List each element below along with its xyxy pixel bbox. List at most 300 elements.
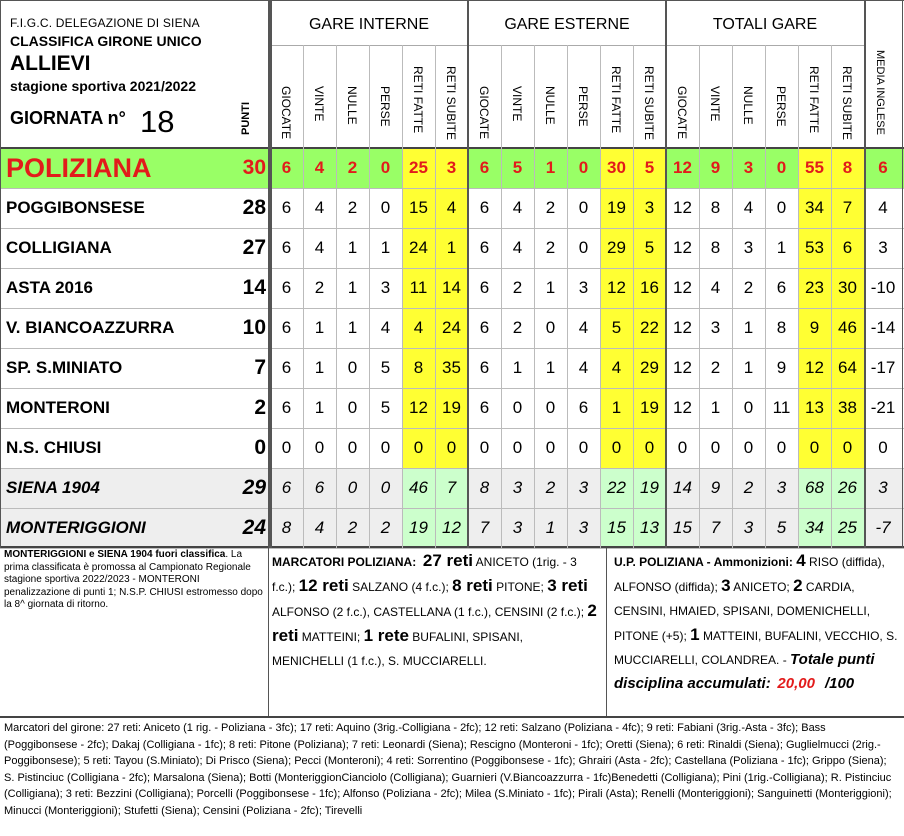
stat-tot-1: 3 xyxy=(710,318,721,337)
media-inglese: -21 xyxy=(870,398,896,417)
col-header-int-1: VINTE xyxy=(312,86,326,122)
stat-int-3: 1 xyxy=(380,238,391,257)
stat-int-1: 1 xyxy=(314,358,325,377)
stat-tot-5: 6 xyxy=(842,238,853,257)
notes-bold: MONTERIGGIONI e SIENA 1904 fuori classifica xyxy=(4,549,226,560)
stat-int-1: 4 xyxy=(314,198,325,217)
stat-int-0: 8 xyxy=(281,518,292,537)
marcatori-count: 8 reti xyxy=(452,576,493,595)
stat-tot-2: 1 xyxy=(743,358,754,377)
stat-int-0: 0 xyxy=(281,438,292,457)
stat-tot-0: 12 xyxy=(673,198,692,217)
stat-tot-2: 0 xyxy=(743,438,754,457)
col-media: MEDIA INGLESE xyxy=(874,50,886,135)
grid-line xyxy=(732,45,733,548)
team-name: V. BIANCOAZZURRA xyxy=(6,318,175,337)
col-header-tot-2: NULLE xyxy=(741,86,755,125)
category-title: ALLIEVI xyxy=(10,52,91,75)
stat-int-4: 15 xyxy=(409,198,428,217)
stat-est-3: 4 xyxy=(578,358,589,377)
stat-int-3: 5 xyxy=(380,398,391,417)
team-points: 24 xyxy=(242,516,266,539)
organization: F.I.G.C. DELEGAZIONE DI SIENA xyxy=(10,16,200,30)
stat-int-5: 1 xyxy=(446,238,457,257)
media-inglese: -14 xyxy=(870,318,896,337)
ammonizioni-count: 1 xyxy=(690,625,700,644)
col-punti: PUNTI xyxy=(240,102,252,135)
table-row xyxy=(0,228,904,268)
stat-int-5: 0 xyxy=(446,438,457,457)
col-header-int-3: PERSE xyxy=(378,86,392,127)
stat-est-0: 7 xyxy=(479,518,490,537)
girone-title: CLASSIFICA GIRONE UNICO xyxy=(10,33,202,49)
marcatori-names: ANICETO (1rig. - 3 f.c.); xyxy=(272,555,577,594)
stat-tot-0: 12 xyxy=(673,278,692,297)
stat-est-4: 4 xyxy=(611,358,622,377)
ammonizioni-count: 4 xyxy=(796,551,806,570)
stat-est-4: 30 xyxy=(607,158,626,177)
stat-tot-5: 38 xyxy=(838,398,857,417)
table-row xyxy=(0,508,904,548)
stat-tot-5: 25 xyxy=(838,518,857,537)
notes-block xyxy=(4,549,266,612)
stat-est-1: 4 xyxy=(512,198,523,217)
stat-est-3: 0 xyxy=(578,198,589,217)
col-header-int-2: NULLE xyxy=(345,86,359,125)
grid-line xyxy=(270,0,272,548)
grid-line xyxy=(369,45,370,548)
media-inglese: 0 xyxy=(878,438,888,457)
group-totali: TOTALI GARE xyxy=(712,16,818,33)
stat-tot-2: 1 xyxy=(743,318,754,337)
marcatori-count: 1 rete xyxy=(363,626,409,645)
team-points: 30 xyxy=(242,156,266,179)
stat-int-3: 3 xyxy=(380,278,391,297)
stat-tot-3: 6 xyxy=(776,278,787,297)
stat-est-5: 3 xyxy=(644,198,655,217)
stat-int-4: 25 xyxy=(409,158,428,177)
stat-tot-0: 12 xyxy=(673,318,692,337)
stat-int-2: 0 xyxy=(347,478,358,497)
stat-est-4: 1 xyxy=(611,398,622,417)
media-inglese: 3 xyxy=(878,478,888,497)
marcatori-poliziana xyxy=(272,549,598,673)
stat-tot-2: 3 xyxy=(743,238,754,257)
stat-tot-0: 14 xyxy=(673,478,692,497)
stat-est-3: 0 xyxy=(578,438,589,457)
grid-line xyxy=(0,228,904,229)
media-inglese: 4 xyxy=(878,198,888,217)
col-header-tot-0: GIOCATE xyxy=(675,86,689,140)
girone-marcatori: Marcatori del girone: 27 reti: Aniceto (1 rig. - Poliziana - 3fc); 17 reti: Aquino (3rig.-Colligiana - 2fc); 12 reti: Salzano (Poliziana - 4fc); 9 reti: Fabiani (3rig.-Asta - 3fc); Bass (Poggibonsese - 2fc); Dakaj (Colligiana - 1fc); 8 reti: Pitone (Poliziana); 7 reti: Leonardi (Siena); Rescigno (Monteroni - 1fc); Oretti (Siena); 6 reti: Rinaldi (Siena); Guglielmucci (2rig.-Poggibonsese); 5 reti: Tayou (S.Miniato); Di Prisco (Siena); Pecci (Monteroni); 4 reti: Sorrentino (Poggibonsese - 1fc); Ghrairi (Asta - 2fc); Castellana (Poliziana - 1fc); Grippo (Siena); S. Pistinciuc (Colligiana - 2fc); Marsalona (Siena); Botti (MonteriggionCianciolo (Colligiana); Guarnieri (V.Biancoazzurra - 1fc)Benedetti (Colligiana); Pini (1rig.-Colligiana); R. Pistinciuc (Colligiana); 3 reti: Bezzini (Colligiana); Porcelli (Poggibonsese - 1fc); Alfonso (Poliziana - 2fc); Milea (S.Miniato - 1fc); Pirali (Asta); Renelli (Monteriggioni); Sanguinetti (Monteriggioni); Minucci (Monteriggioni); Stufetti (Siena); Censini (Poliziana - 2fc); Tirevelli xyxy=(4,722,892,817)
stat-tot-0: 12 xyxy=(673,158,692,177)
stat-int-5: 24 xyxy=(442,318,461,337)
stat-tot-4: 12 xyxy=(805,358,824,377)
stat-tot-4: 53 xyxy=(805,238,824,257)
team-name: COLLIGIANA xyxy=(6,238,112,257)
table-row xyxy=(0,348,904,388)
stat-est-2: 0 xyxy=(545,318,556,337)
stat-est-1: 4 xyxy=(512,238,523,257)
stat-int-5: 14 xyxy=(442,278,461,297)
team-name: N.S. CHIUSI xyxy=(6,438,102,457)
season: stagione sportiva 2021/2022 xyxy=(10,78,196,94)
ammonizioni-count: 2 xyxy=(793,576,803,595)
notes-text: . La prima classificata è promossa al Campionato Regionale stagione sportiva 2022/2023 - MONTERONI penalizzazione di punti 1; N.S.P. CHIUSI estromesso dopo la 8^ giornata di ritorno. xyxy=(4,549,263,610)
disciplina-total-label: Totale punti disciplina accumulati: xyxy=(614,651,875,692)
stat-est-5: 5 xyxy=(644,238,655,257)
grid-line xyxy=(501,45,502,548)
stat-int-4: 12 xyxy=(409,398,428,417)
marcatori-names: MATTEINI; xyxy=(298,630,364,644)
stat-tot-1: 8 xyxy=(710,238,721,257)
stat-tot-2: 4 xyxy=(743,198,754,217)
stat-est-2: 1 xyxy=(545,158,556,177)
grid-line xyxy=(0,188,904,189)
stat-tot-5: 8 xyxy=(842,158,853,177)
stat-int-5: 4 xyxy=(446,198,457,217)
stat-est-5: 19 xyxy=(640,478,659,497)
stat-tot-0: 12 xyxy=(673,398,692,417)
stat-tot-2: 3 xyxy=(743,158,754,177)
media-inglese: -7 xyxy=(875,518,891,537)
grid-line xyxy=(0,428,904,429)
stat-est-3: 0 xyxy=(578,238,589,257)
grid-line xyxy=(831,45,832,548)
stat-tot-1: 0 xyxy=(710,438,721,457)
grid-line xyxy=(665,0,667,548)
stat-tot-0: 0 xyxy=(677,438,688,457)
marcatori-names: PITONE; xyxy=(492,580,548,594)
group-esterne: GARE ESTERNE xyxy=(504,16,630,33)
grid-line xyxy=(600,45,601,548)
stat-tot-2: 2 xyxy=(743,278,754,297)
stat-int-3: 0 xyxy=(380,198,391,217)
team-name: SP. S.MINIATO xyxy=(6,358,123,377)
team-points: 29 xyxy=(242,476,266,499)
ammonizioni-names: RISO (diffida), ALFONSO (diffida); xyxy=(614,555,885,594)
stat-est-2: 0 xyxy=(545,438,556,457)
stat-int-0: 6 xyxy=(281,478,292,497)
team-name: ASTA 2016 xyxy=(6,278,93,297)
stat-int-5: 3 xyxy=(446,158,457,177)
stat-tot-4: 34 xyxy=(805,198,824,217)
stat-est-2: 0 xyxy=(545,398,556,417)
team-points: 7 xyxy=(254,356,266,379)
marcatori-names: BUFALINI, SPISANI, MENICHELLI (1 f.c.), S. MUCCIARELLI. xyxy=(272,630,523,668)
col-header-est-1: VINTE xyxy=(510,86,524,122)
stat-est-0: 6 xyxy=(479,278,490,297)
stat-est-1: 0 xyxy=(512,438,523,457)
stat-est-4: 5 xyxy=(611,318,622,337)
table-row xyxy=(0,308,904,348)
stat-int-2: 2 xyxy=(347,158,358,177)
stat-int-2: 0 xyxy=(347,398,358,417)
grid-line xyxy=(902,0,903,548)
stat-est-3: 3 xyxy=(578,478,589,497)
stat-est-5: 16 xyxy=(640,278,659,297)
col-header-int-0: GIOCATE xyxy=(279,86,293,140)
stat-int-4: 46 xyxy=(409,478,428,497)
stat-est-0: 0 xyxy=(479,438,490,457)
grid-line xyxy=(435,45,436,548)
stat-est-4: 29 xyxy=(607,238,626,257)
stat-tot-3: 0 xyxy=(776,158,787,177)
stat-est-5: 5 xyxy=(644,158,655,177)
stat-int-1: 0 xyxy=(314,438,325,457)
team-points: 14 xyxy=(242,276,266,299)
disciplina-total-max: /100 xyxy=(824,675,855,692)
grid-line xyxy=(0,268,904,269)
grid-line xyxy=(0,546,904,548)
giornata-label: GIORNATA n° xyxy=(10,108,126,128)
grid-line xyxy=(268,548,269,716)
media-inglese: -17 xyxy=(870,358,896,377)
grid-line xyxy=(567,45,568,548)
stat-tot-3: 9 xyxy=(776,358,787,377)
stat-int-4: 4 xyxy=(413,318,424,337)
marcatori-count: 3 reti xyxy=(547,576,588,595)
stat-est-0: 8 xyxy=(479,478,490,497)
stat-tot-3: 8 xyxy=(776,318,787,337)
stat-tot-4: 13 xyxy=(805,398,824,417)
stat-tot-4: 68 xyxy=(805,478,824,497)
ammonizioni-names: MATTEINI, BUFALINI, VECCHIO, S. MUCCIARELLI, COLANDREA. - xyxy=(614,629,898,667)
stat-est-0: 6 xyxy=(479,318,490,337)
grid-line xyxy=(0,468,904,469)
media-inglese: 6 xyxy=(878,158,888,177)
disciplina-title: U.P. POLIZIANA - Ammonizioni: xyxy=(614,555,793,569)
stat-est-5: 22 xyxy=(640,318,659,337)
stat-tot-3: 1 xyxy=(776,238,787,257)
grid-line xyxy=(402,45,403,548)
stat-est-1: 0 xyxy=(512,398,523,417)
stat-est-3: 3 xyxy=(578,518,589,537)
stat-tot-5: 0 xyxy=(842,438,853,457)
stat-est-2: 2 xyxy=(545,198,556,217)
marcatori-names: ALFONSO (2 f.c.), CASTELLANA (1 f.c.), CENSINI (2 f.c.); xyxy=(272,605,588,619)
grid-line xyxy=(0,0,1,548)
stat-est-4: 15 xyxy=(607,518,626,537)
stat-int-1: 1 xyxy=(314,318,325,337)
stat-tot-5: 30 xyxy=(838,278,857,297)
grid-line xyxy=(0,388,904,389)
ammonizioni-names: CARDIA, CENSINI, HMAIED, SPISANI, DOMENICHELLI, PITONE (+5); xyxy=(614,580,871,643)
stat-est-4: 12 xyxy=(607,278,626,297)
stat-est-0: 6 xyxy=(479,398,490,417)
stat-est-1: 2 xyxy=(512,318,523,337)
stat-int-3: 2 xyxy=(380,518,391,537)
stat-int-4: 11 xyxy=(409,278,428,297)
grid-line xyxy=(0,147,904,149)
media-inglese: -10 xyxy=(870,278,896,297)
stat-int-4: 0 xyxy=(413,438,424,457)
stat-est-2: 1 xyxy=(545,358,556,377)
stat-int-5: 19 xyxy=(442,398,461,417)
stat-int-4: 19 xyxy=(409,518,428,537)
stat-est-2: 1 xyxy=(545,278,556,297)
group-interne: GARE INTERNE xyxy=(308,16,429,33)
stat-int-1: 4 xyxy=(314,158,325,177)
ammonizioni-names: ANICETO; xyxy=(730,580,794,594)
disciplina-total-value: 20,00 xyxy=(777,675,815,692)
grid-line xyxy=(765,45,766,548)
stat-est-2: 1 xyxy=(545,518,556,537)
table-header xyxy=(0,0,904,148)
giornata-number: 18 xyxy=(140,104,175,139)
stat-int-1: 2 xyxy=(314,278,325,297)
stat-tot-0: 12 xyxy=(673,238,692,257)
stat-est-0: 6 xyxy=(479,198,490,217)
col-header-est-2: NULLE xyxy=(543,86,557,125)
col-header-est-5: RETI SUBITE xyxy=(642,66,656,141)
stat-est-5: 29 xyxy=(640,358,659,377)
media-inglese: 3 xyxy=(878,238,888,257)
marcatori-count: 27 reti xyxy=(422,551,473,570)
grid-line xyxy=(0,716,904,718)
stat-tot-2: 0 xyxy=(743,398,754,417)
table-row xyxy=(0,268,904,308)
stat-int-2: 0 xyxy=(347,438,358,457)
stat-int-4: 24 xyxy=(409,238,428,257)
marcatori-count: 12 reti xyxy=(298,576,349,595)
stat-int-1: 4 xyxy=(314,518,325,537)
stat-int-2: 0 xyxy=(347,358,358,377)
stat-tot-1: 7 xyxy=(710,518,721,537)
team-name: POGGIBONSESE xyxy=(6,198,145,217)
grid-line xyxy=(633,45,634,548)
stat-int-3: 0 xyxy=(380,158,391,177)
stat-tot-4: 23 xyxy=(805,278,824,297)
stat-tot-4: 55 xyxy=(805,158,824,177)
grid-line xyxy=(270,45,866,46)
stat-tot-1: 1 xyxy=(710,398,721,417)
stat-int-5: 12 xyxy=(442,518,461,537)
stat-est-3: 3 xyxy=(578,278,589,297)
stat-tot-2: 3 xyxy=(743,518,754,537)
stat-int-5: 35 xyxy=(442,358,461,377)
stat-int-0: 6 xyxy=(281,158,292,177)
stat-est-4: 22 xyxy=(607,478,626,497)
stat-int-1: 1 xyxy=(314,398,325,417)
stat-tot-4: 9 xyxy=(809,318,820,337)
grid-line xyxy=(798,45,799,548)
stat-tot-3: 0 xyxy=(776,438,787,457)
col-header-int-5: RETI SUBITE xyxy=(444,66,458,141)
team-name: SIENA 1904 xyxy=(6,478,100,497)
stat-tot-1: 2 xyxy=(710,358,721,377)
col-header-tot-1: VINTE xyxy=(708,86,722,122)
grid-line xyxy=(0,0,904,1)
stat-int-1: 4 xyxy=(314,238,325,257)
stat-est-5: 19 xyxy=(640,398,659,417)
stat-int-2: 2 xyxy=(347,198,358,217)
stat-tot-2: 2 xyxy=(743,478,754,497)
stat-tot-4: 0 xyxy=(809,438,820,457)
stat-tot-3: 3 xyxy=(776,478,787,497)
stat-int-2: 2 xyxy=(347,518,358,537)
col-header-tot-3: PERSE xyxy=(774,86,788,127)
grid-line xyxy=(606,548,607,716)
team-points: 28 xyxy=(242,196,266,219)
stat-est-5: 0 xyxy=(644,438,655,457)
team-name: MONTERONI xyxy=(6,398,110,417)
table-row xyxy=(0,468,904,508)
stat-est-4: 19 xyxy=(607,198,626,217)
stat-est-1: 3 xyxy=(512,478,523,497)
stat-tot-4: 34 xyxy=(805,518,824,537)
stat-est-4: 0 xyxy=(611,438,622,457)
stat-tot-5: 46 xyxy=(838,318,857,337)
stat-int-5: 7 xyxy=(446,478,457,497)
stat-int-0: 6 xyxy=(281,278,292,297)
stat-est-0: 6 xyxy=(479,358,490,377)
stat-int-3: 5 xyxy=(380,358,391,377)
stat-int-3: 4 xyxy=(380,318,391,337)
stat-int-3: 0 xyxy=(380,478,391,497)
grid-line xyxy=(534,45,535,548)
stat-tot-0: 12 xyxy=(673,358,692,377)
stat-est-1: 1 xyxy=(512,358,523,377)
grid-line xyxy=(864,0,866,548)
stat-int-2: 1 xyxy=(347,238,358,257)
stat-est-1: 5 xyxy=(512,158,523,177)
stat-int-2: 1 xyxy=(347,278,358,297)
stat-est-0: 6 xyxy=(479,238,490,257)
grid-line xyxy=(303,45,304,548)
stat-int-0: 6 xyxy=(281,198,292,217)
stat-est-5: 13 xyxy=(640,518,659,537)
stat-est-3: 0 xyxy=(578,158,589,177)
col-header-tot-4: RETI FATTE xyxy=(807,66,821,134)
stat-tot-1: 9 xyxy=(710,158,721,177)
stat-est-1: 2 xyxy=(512,278,523,297)
marcatori-names: SALZANO (4 f.c.); xyxy=(348,580,453,594)
col-header-est-3: PERSE xyxy=(576,86,590,127)
col-header-tot-5: RETI SUBITE xyxy=(840,66,854,141)
stat-est-3: 4 xyxy=(578,318,589,337)
marcatori-title: MARCATORI POLIZIANA: xyxy=(272,555,417,569)
team-name: MONTERIGGIONI xyxy=(6,518,146,537)
stat-est-2: 2 xyxy=(545,238,556,257)
stat-tot-3: 0 xyxy=(776,198,787,217)
stat-tot-1: 9 xyxy=(710,478,721,497)
grid-line xyxy=(0,308,904,309)
stat-est-1: 3 xyxy=(512,518,523,537)
stat-int-3: 0 xyxy=(380,438,391,457)
stat-tot-1: 4 xyxy=(710,278,721,297)
team-name: POLIZIANA xyxy=(6,153,152,183)
stat-tot-5: 7 xyxy=(842,198,853,217)
table-row xyxy=(0,188,904,228)
grid-line xyxy=(467,0,469,548)
stat-est-3: 6 xyxy=(578,398,589,417)
stat-int-0: 6 xyxy=(281,238,292,257)
stat-est-0: 6 xyxy=(479,158,490,177)
disciplina-block xyxy=(614,549,898,696)
stat-tot-5: 64 xyxy=(838,358,857,377)
stat-tot-1: 8 xyxy=(710,198,721,217)
stat-int-0: 6 xyxy=(281,358,292,377)
table-row xyxy=(0,388,904,428)
stat-tot-3: 11 xyxy=(772,398,791,417)
team-points: 10 xyxy=(242,316,266,339)
stat-tot-3: 5 xyxy=(776,518,787,537)
stat-int-2: 1 xyxy=(347,318,358,337)
team-points: 2 xyxy=(254,396,266,419)
table-row xyxy=(0,148,904,188)
stat-int-0: 6 xyxy=(281,318,292,337)
